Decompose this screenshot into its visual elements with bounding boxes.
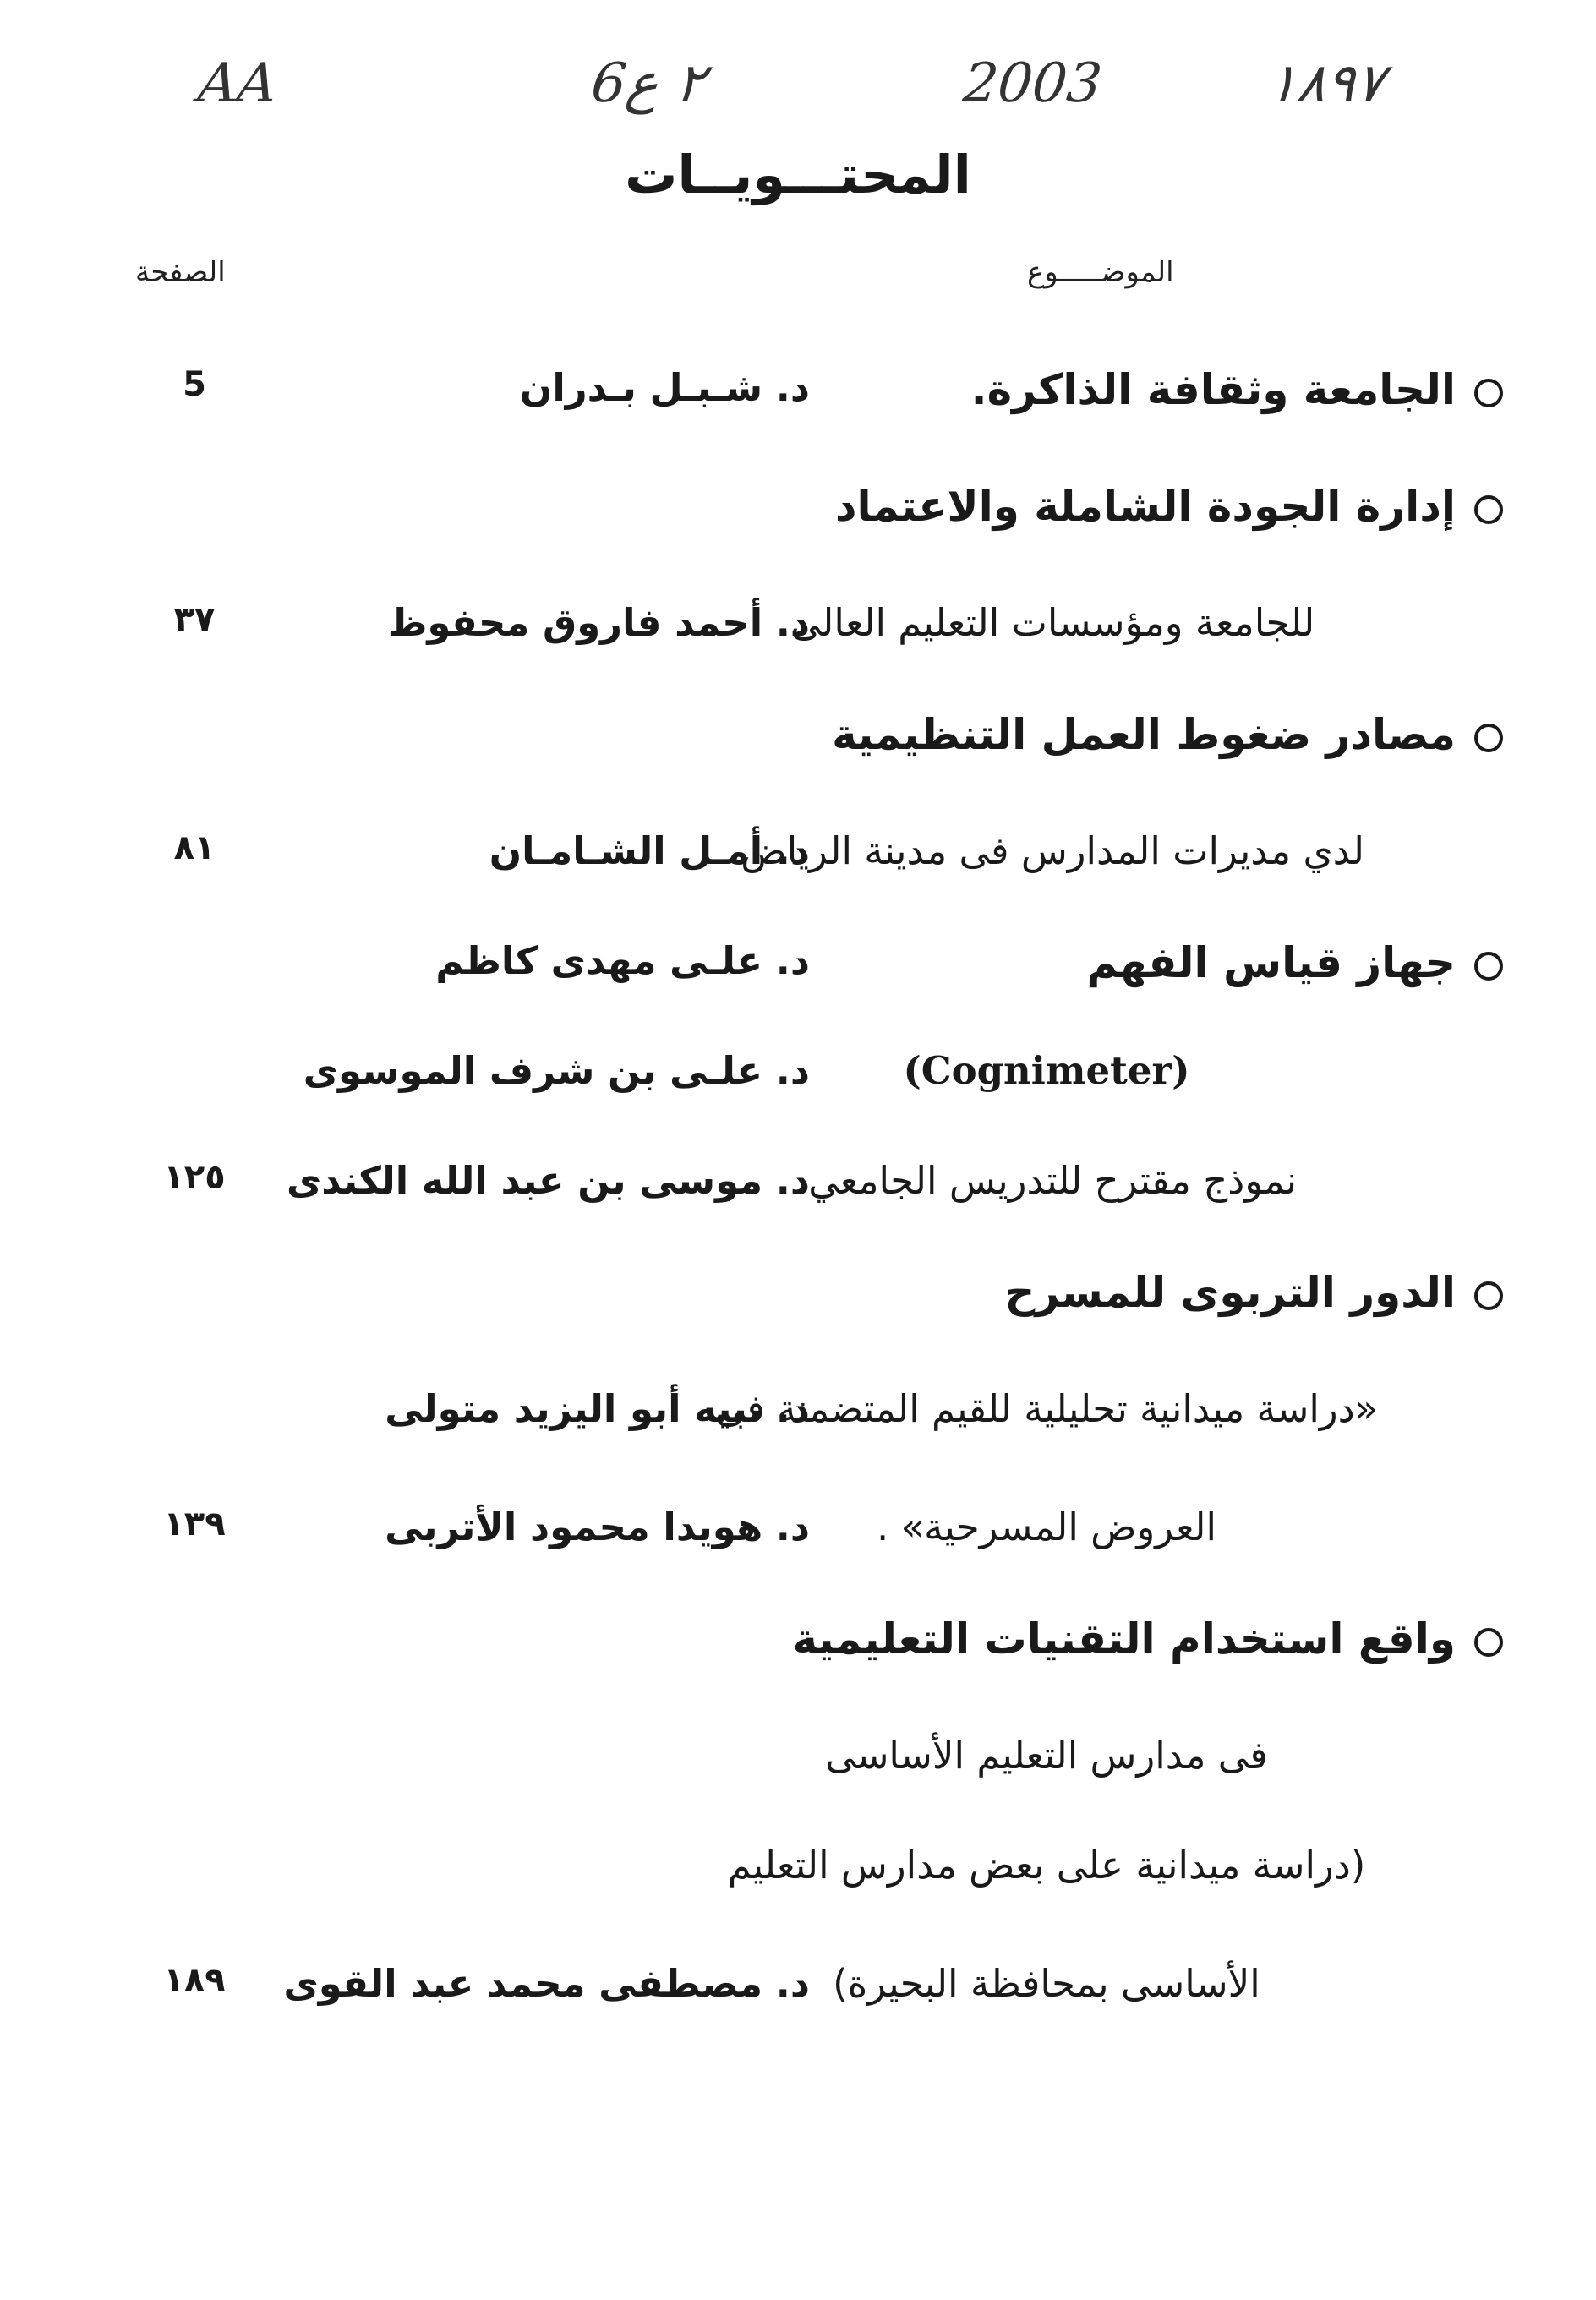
author-name: د. أمـل الشـامـان xyxy=(489,828,810,873)
contents-row xyxy=(0,1942,1596,2027)
topic-text: واقع استخدام التقنيات التعليمية xyxy=(792,1614,1456,1664)
topic-title xyxy=(658,1614,1503,1664)
contents-row xyxy=(0,810,1596,894)
topic-text: (دراسة ميدانية على بعض مدارس التعليم xyxy=(727,1843,1366,1888)
author-name: د. شـبـل بـدران xyxy=(519,365,810,410)
contents-row xyxy=(0,582,1596,666)
circle-bullet-icon xyxy=(1474,495,1503,524)
topic-text: لدي مديرات المدارس فى مدينة الرياض. xyxy=(729,828,1364,873)
contents-row xyxy=(0,1139,1596,1224)
contents-row xyxy=(0,1824,1596,1909)
topic-text: الأساسى بمحافظة البحيرة) xyxy=(833,1961,1260,2006)
circle-bullet-icon xyxy=(1474,1281,1503,1310)
topic-text: «دراسة ميدانية تحليلية للقيم المتضمنة فى xyxy=(714,1386,1379,1431)
topic-text: فى مدارس التعليم الأساسى xyxy=(825,1733,1268,1778)
topic-title xyxy=(700,1843,1393,1888)
topic-text: العروض المسرحية» . xyxy=(876,1505,1217,1549)
handwritten-note: AA xyxy=(195,52,281,115)
author-name: د. موسى بن عبد الله الكندى xyxy=(287,1158,810,1203)
topic-text: جهاز قياس الفهم xyxy=(1086,938,1456,987)
page-number: ١٣٩ xyxy=(163,1505,226,1543)
author-name: د. أحمد فاروق محفوظ xyxy=(387,600,810,645)
author-name: د. نبيه أبو اليزيد متولى xyxy=(385,1386,810,1431)
contents-row xyxy=(0,1030,1596,1114)
author-name: د. مصطفى محمد عبد القوى xyxy=(283,1961,810,2006)
contents-row xyxy=(0,347,1596,431)
circle-bullet-icon xyxy=(1474,1628,1503,1657)
topic-text: الجامعة وثقافة الذاكرة. xyxy=(970,365,1456,414)
topic-text: نموذج مقترح للتدريس الجامعي. xyxy=(795,1158,1298,1203)
handwritten-note: ١٨٩٧ xyxy=(1265,52,1388,115)
topic-text: إدارة الجودة الشاملة والاعتماد xyxy=(834,482,1456,531)
contents-row xyxy=(0,1714,1596,1799)
handwritten-note: 2003 xyxy=(960,52,1105,115)
author-name: د. علـى بن شرف الموسوى xyxy=(303,1048,810,1093)
circle-bullet-icon xyxy=(1474,952,1503,981)
page-title: المحتـــويــات xyxy=(625,144,971,205)
circle-bullet-icon xyxy=(1474,379,1503,407)
topic-title xyxy=(658,1268,1503,1317)
page-number: ٣٧ xyxy=(173,600,216,639)
contents-row xyxy=(0,691,1596,776)
author-name: د. علـى مهدى كاظم xyxy=(435,938,810,983)
contents-row xyxy=(0,1596,1596,1680)
contents-row xyxy=(0,1486,1596,1571)
contents-row xyxy=(0,920,1596,1004)
author-name: د. هويدا محمود الأتربى xyxy=(385,1505,810,1549)
topic-text: مصادر ضغوط العمل التنظيمية xyxy=(832,710,1456,759)
topic-text: للجامعة ومؤسسات التعليم العالى. xyxy=(778,600,1315,645)
topic-title xyxy=(700,1733,1393,1778)
page-number: ٨١ xyxy=(173,828,216,867)
page-number: 5 xyxy=(183,365,206,404)
topic-column-header: الموضـــــوع xyxy=(1027,255,1174,289)
contents-row xyxy=(0,1368,1596,1452)
handwritten-note: 6٢ ع xyxy=(588,52,708,115)
contents-row xyxy=(0,1249,1596,1334)
topic-title xyxy=(658,710,1503,759)
page-number: ١٨٩ xyxy=(163,1961,226,2000)
topic-text: الدور التربوى للمسرح xyxy=(1004,1268,1456,1317)
circle-bullet-icon xyxy=(1474,724,1503,752)
page-column-header: الصفحة xyxy=(135,255,226,289)
topic-text: (Cognimeter) xyxy=(903,1048,1190,1093)
contents-row xyxy=(0,463,1596,548)
topic-title xyxy=(658,482,1503,531)
page-number: ١٢٥ xyxy=(163,1158,226,1197)
